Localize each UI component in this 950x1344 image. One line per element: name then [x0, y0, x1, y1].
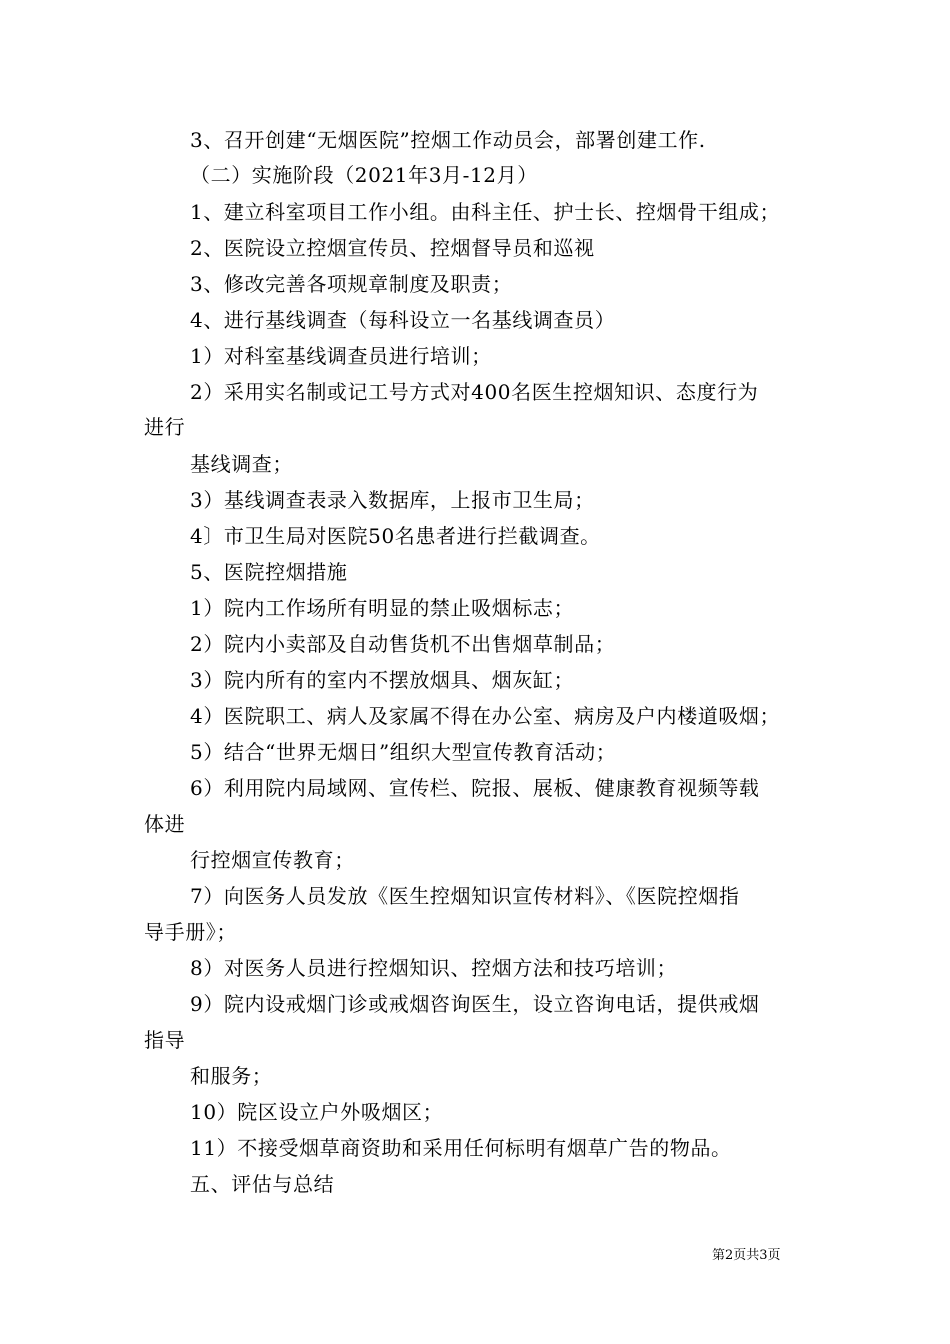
text-line: 5）结合“世界无烟日”组织大型宣传教育活动； — [190, 740, 617, 764]
text-line: 3）院内所有的室内不摆放烟具、烟灰缸； — [190, 668, 575, 692]
text-line: 1、建立科室项目工作小组。由科主任、护士长、控烟骨干组成； — [190, 200, 781, 224]
text-line: 4、进行基线调查（每科设立一名基线调查员） — [190, 308, 616, 332]
text-line: 1）对科室基线调查员进行培训； — [190, 344, 492, 368]
text-line: 7）向医务人员发放《医生控烟知识宣传材料》、《医院控烟指 — [190, 884, 740, 908]
text-line: 和服务； — [190, 1064, 273, 1088]
text-line: 2）院内小卖部及自动售货机不出售烟草制品； — [190, 632, 616, 656]
text-line: 3）基线调查表录入数据库，上报市卫生局； — [190, 488, 595, 512]
section-heading: （二）实施阶段（2021年3月-12月） — [190, 163, 538, 187]
text-line-continuation: 导手册》； — [144, 920, 237, 944]
text-line: 1）院内工作场所有明显的禁止吸烟标志； — [190, 596, 575, 620]
text-line: 行控烟宣传教育； — [190, 848, 355, 872]
text-line: 4〕市卫生局对医院50名患者进行拦截调查。 — [190, 524, 601, 548]
text-line: 11）不接受烟草商资助和采用任何标明有烟草广告的物品。 — [190, 1136, 732, 1160]
text-line: 5、医院控烟措施 — [190, 560, 348, 584]
text-line-continuation: 体进 — [144, 812, 186, 836]
text-line: 4）医院职工、病人及家属不得在办公室、病房及户内楼道吸烟； — [190, 704, 781, 728]
text-line: 9）院内设戒烟门诊或戒烟咨询医生，设立咨询电话，提供戒烟 — [190, 992, 760, 1016]
text-line: 3、修改完善各项规章制度及职责； — [190, 272, 513, 296]
section-heading: 五、评估与总结 — [190, 1172, 335, 1196]
text-line: 10）院区设立户外吸烟区； — [190, 1100, 444, 1124]
text-line: 3、召开创建“无烟医院”控烟工作动员会，部署创建工作. — [190, 128, 706, 152]
page-number: 第2页共3页 — [712, 1248, 781, 1263]
text-line-continuation: 进行 — [144, 415, 186, 439]
text-line-continuation: 指导 — [144, 1028, 186, 1052]
text-line: 2）采用实名制或记工号方式对400名医生控烟知识、态度行为 — [190, 380, 759, 404]
text-line: 基线调查； — [190, 452, 293, 476]
text-line: 8）对医务人员进行控烟知识、控烟方法和技巧培训； — [190, 956, 678, 980]
text-line: 6）利用院内局域网、宣传栏、院报、展板、健康教育视频等载 — [190, 776, 760, 800]
text-line: 2、医院设立控烟宣传员、控烟督导员和巡视 — [190, 236, 595, 260]
